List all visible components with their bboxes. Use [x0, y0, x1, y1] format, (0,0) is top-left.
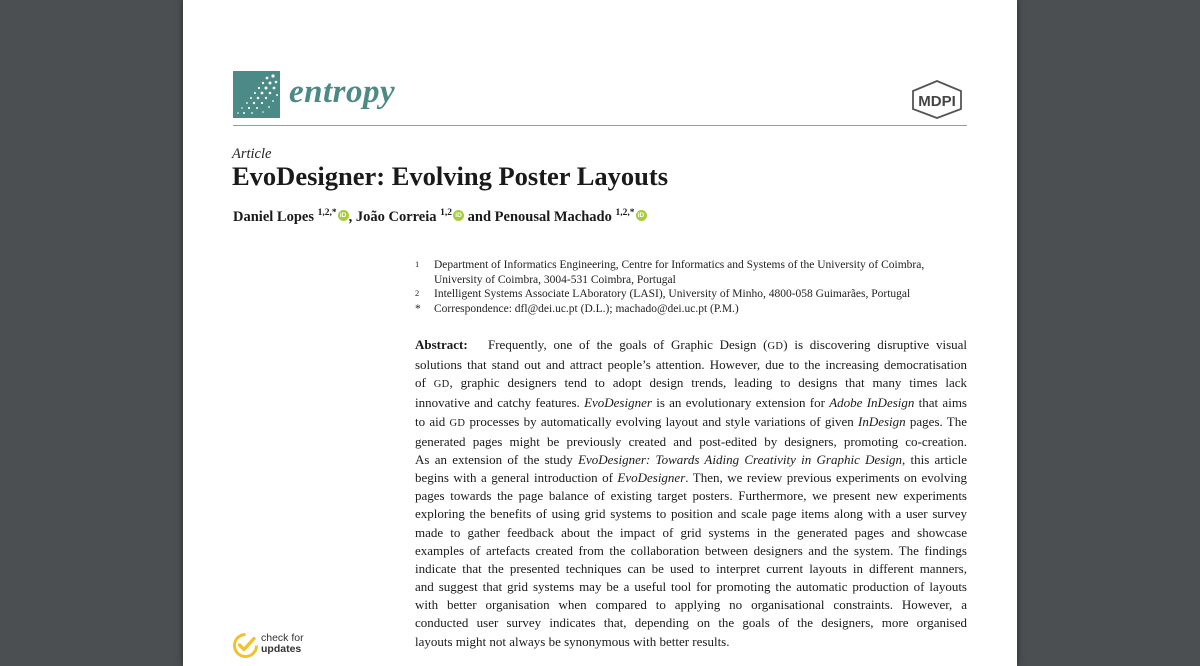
- author-name: Daniel Lopes: [233, 209, 314, 225]
- abstract-line: conducted user survey indicates that, depending on the goals of the designers, more organised: [415, 615, 967, 631]
- abstract-line: generated pages might be previously created and post-edited by designers, promoting co-creation.: [415, 433, 967, 449]
- orcid-icon[interactable]: iD: [636, 210, 647, 221]
- affiliation-item: [415, 287, 975, 302]
- abstract-line: of GD, graphic designers tend to adopt design trends, leading to designs that many times lack: [415, 375, 967, 391]
- affiliations: [415, 258, 975, 316]
- affiliation-line: Intelligent Systems Associate LAboratory (LASI), University of Minho, 4800-058 Guimarães, Portugal: [434, 288, 911, 300]
- mdpi-logo-text: MDPI: [918, 93, 956, 110]
- affiliation-mark: 1: [415, 259, 420, 269]
- check-circle-icon: [233, 633, 258, 658]
- author-list: [233, 208, 647, 226]
- abstract-line: Abstract: Frequently, one of the goals of Graphic Design (GD) is discovering disruptive visual: [415, 337, 968, 352]
- author-separator: ,: [348, 209, 356, 225]
- journal-header: [233, 70, 967, 126]
- abstract-line: innovative and catchy features. EvoDesigner is an evolutionary extension for Adobe InDesign that aims: [415, 395, 967, 411]
- abstract-line: exploring the benefits of using grid systems to position and scale page items along with a user survey: [415, 506, 967, 522]
- affiliation-mark: *: [415, 302, 421, 315]
- journal-name: entropy: [289, 74, 396, 110]
- header-rule: [233, 125, 967, 126]
- abstract-line: layouts might not always be synonymous with better results.: [415, 633, 730, 649]
- check-for-updates-badge[interactable]: [233, 631, 313, 661]
- author-name: Penousal Machado: [494, 209, 612, 225]
- check-for-updates-text: check for updates: [261, 632, 304, 655]
- affiliation-item: [415, 302, 975, 317]
- author-affiliation-marks: 1,2,*: [615, 208, 635, 218]
- abstract-line: indicate that the presented techniques can be used to interpret current layouts in different manners,: [415, 560, 967, 576]
- affiliation-mark: 2: [415, 288, 420, 298]
- orcid-icon[interactable]: iD: [453, 210, 464, 221]
- article-title: EvoDesigner: Evolving Poster Layouts: [232, 161, 669, 191]
- affiliation-line: University of Coimbra, 3004-531 Coimbra, Portugal: [434, 273, 676, 286]
- affiliation-line: Correspondence: dfl@dei.uc.pt (D.L.); machado@dei.uc.pt (P.M.): [434, 302, 739, 315]
- abstract-line: pages towards the page balance of existing target posters. Furthermore, we present new experiments: [415, 488, 967, 504]
- abstract-line: to aid GD processes by automatically evolving layout and style variations of given InDesign pages. The: [415, 413, 967, 429]
- abstract-line: with better organisation when compared to applying no organisational constraints. However, a: [415, 597, 967, 613]
- author-separator: and: [464, 209, 495, 225]
- abstract-line: As an extension of the study EvoDesigner: Towards Aiding Creativity in Graphic Design, this article: [415, 451, 968, 467]
- author-name: João Correia: [355, 209, 437, 225]
- abstract-line: examples of artefacts created from the collaboration between designers and the system. The findings: [415, 542, 967, 558]
- entropy-logo-icon: [233, 71, 280, 118]
- abstract-line: and suggest that grid systems may be a useful tool for promoting the automatic production of layouts: [415, 579, 967, 595]
- paper-page: [183, 0, 1017, 666]
- affiliation-item: [415, 258, 975, 287]
- abstract-line: solutions that stand out and attract people’s attention. However, due to the increasing democratisation: [415, 357, 967, 373]
- author-affiliation-marks: 1,2,*: [317, 208, 337, 218]
- mdpi-logo-icon: [907, 79, 967, 119]
- orcid-icon[interactable]: iD: [338, 210, 349, 221]
- article-type: Article: [232, 146, 272, 162]
- abstract-line: made to gather feedback about the impact of grid systems in the generated pages and showcase: [415, 524, 967, 540]
- abstract: [415, 336, 967, 651]
- abstract-line: begins with a general introduction of EvoDesigner. Then, we review previous experiments on evolving: [415, 470, 967, 486]
- abstract-label: Abstract:: [415, 337, 468, 352]
- affiliation-line: Department of Informatics Engineering, Centre for Informatics and Systems of the University of Coimbra,: [434, 259, 925, 271]
- author-affiliation-marks: 1,2: [440, 208, 453, 218]
